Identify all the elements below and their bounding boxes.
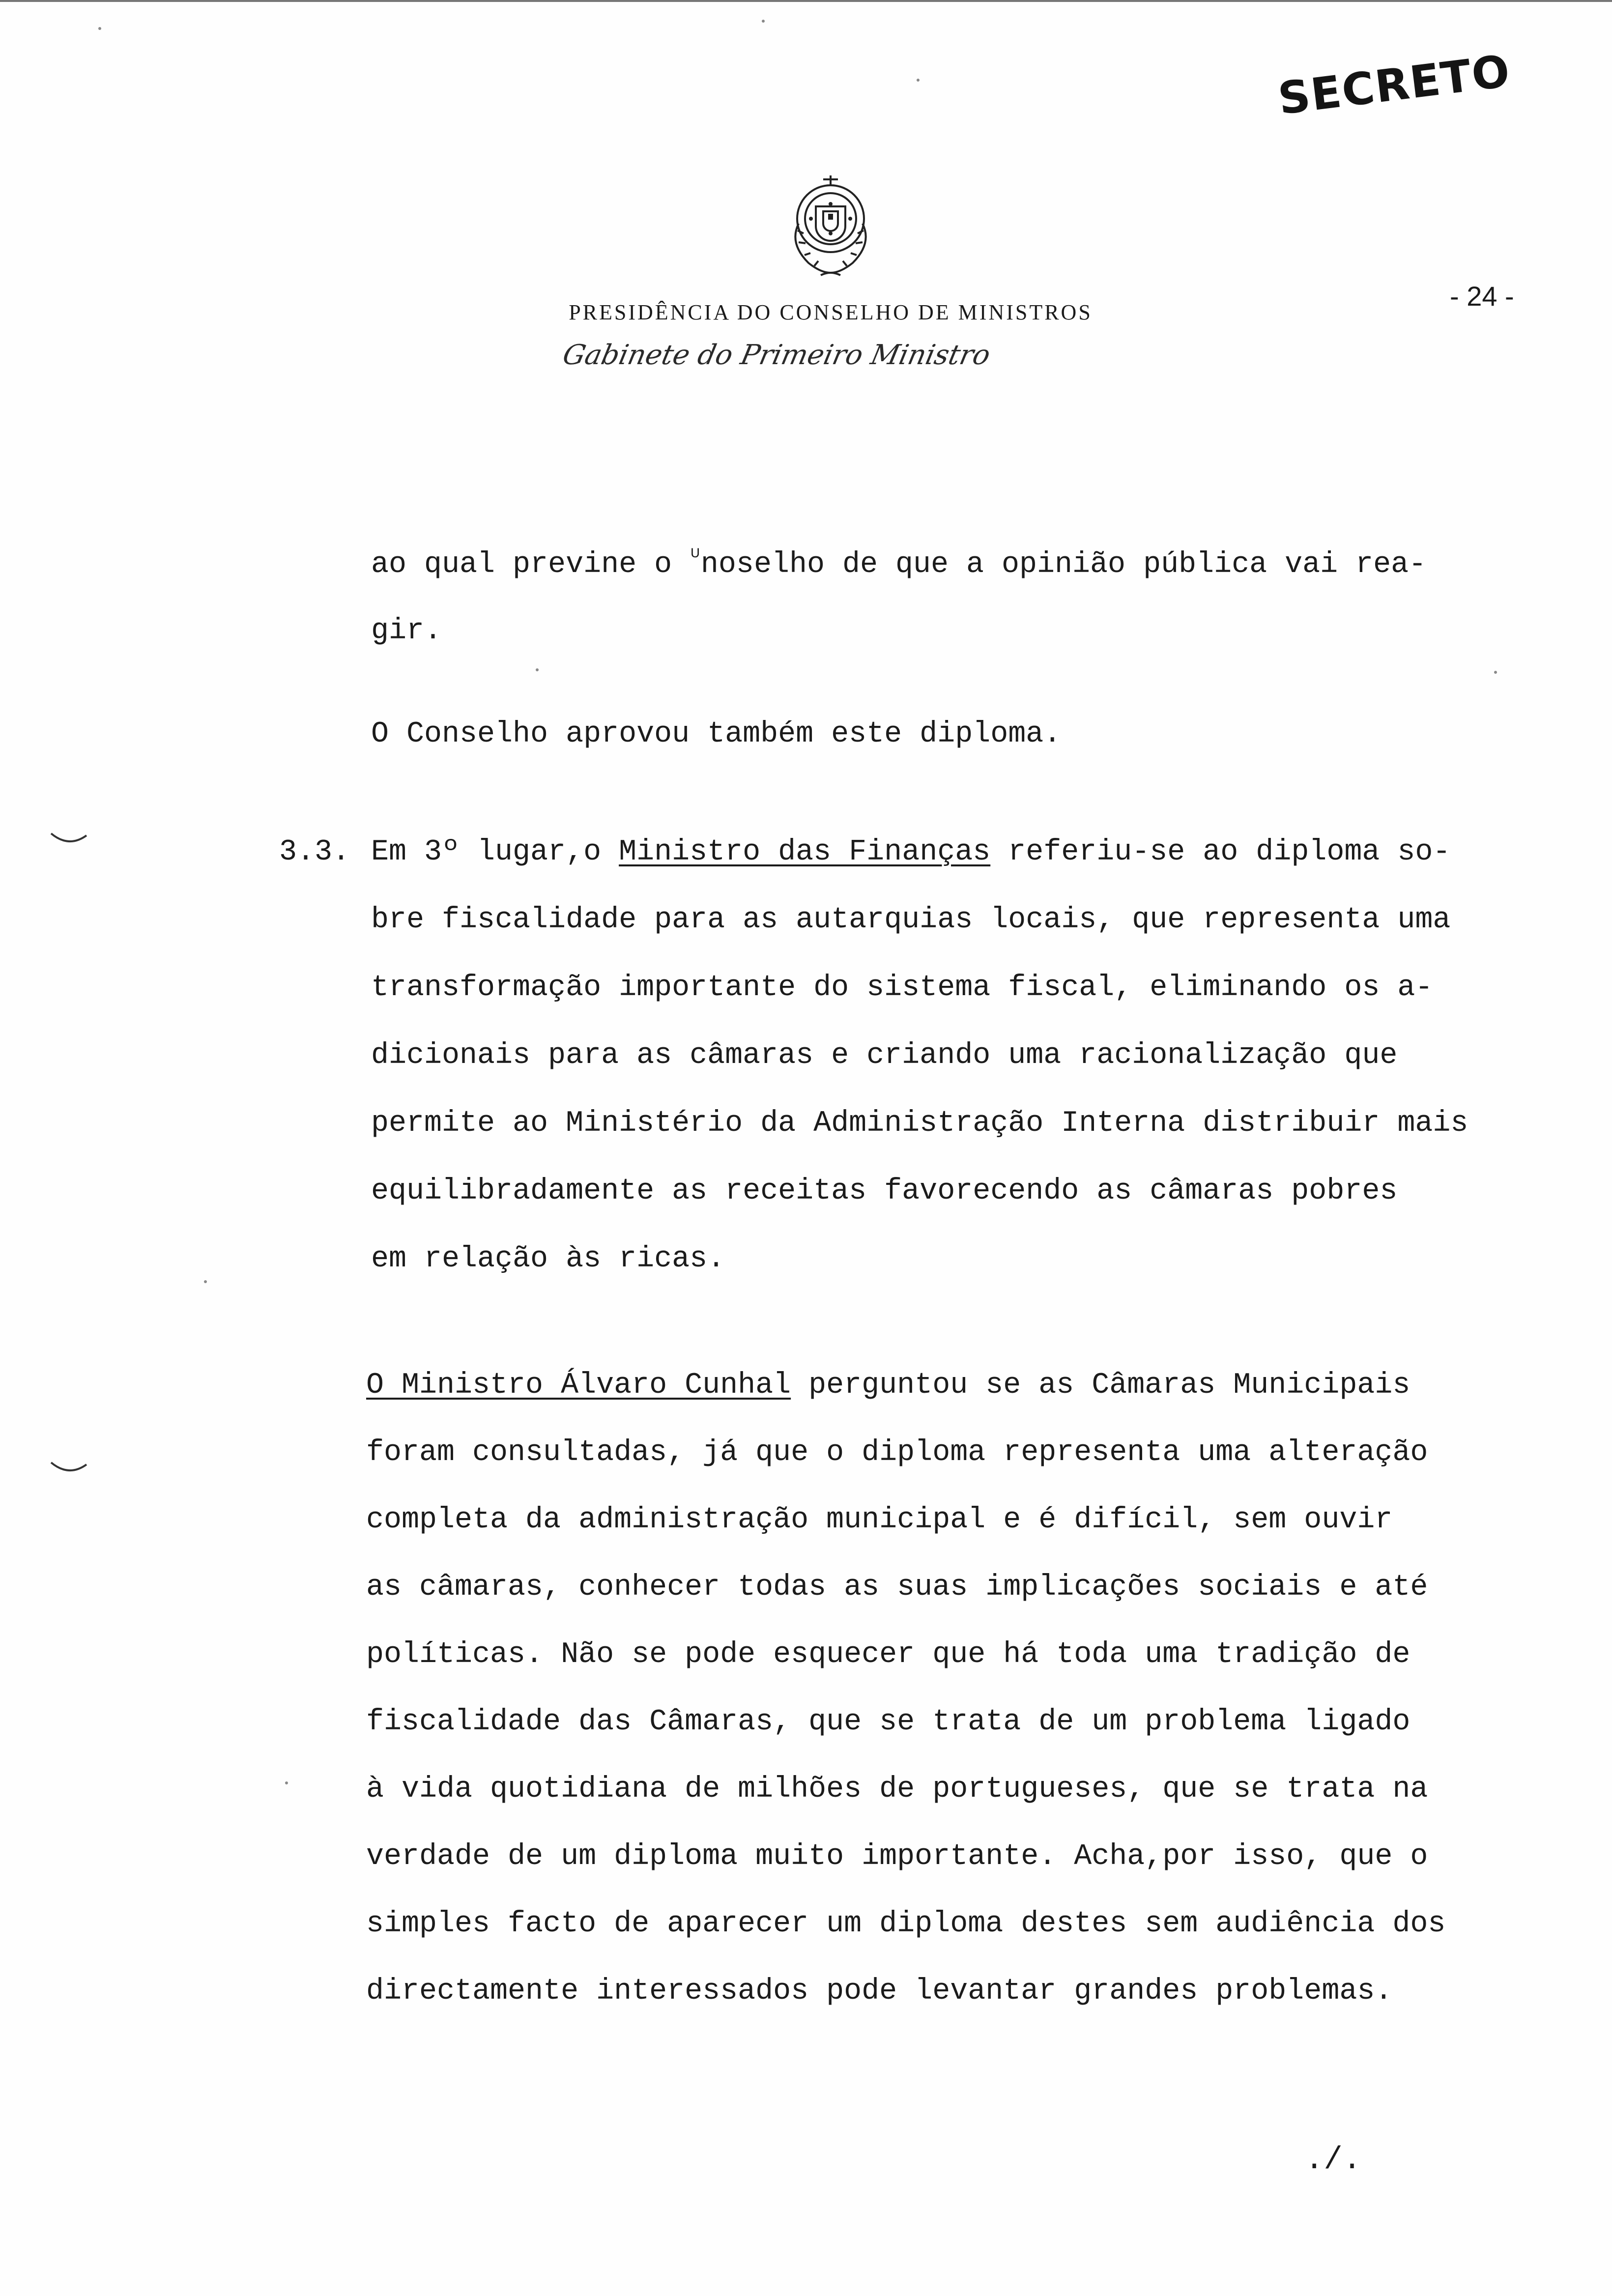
- binding-hole-mark-icon: [49, 831, 88, 850]
- text-line: [371, 546, 1426, 581]
- text-line: permite ao Ministério da Administração Interna distribuir mais: [371, 1107, 1468, 1140]
- text-segment: Em 3º lugar,o: [371, 835, 619, 869]
- text-segment: perguntou se as Câmaras Municipais: [791, 1369, 1410, 1402]
- scan-speck: [98, 27, 101, 30]
- text-line: políticas. Não se pode esquecer que há toda uma tradição de: [366, 1638, 1410, 1671]
- scan-speck: [1494, 671, 1497, 674]
- secret-stamp: SECRETO: [1275, 45, 1514, 125]
- binding-hole-mark-icon: [49, 1460, 88, 1479]
- text-line: à vida quotidiana de milhões de portugueses, que se trata na: [366, 1773, 1428, 1806]
- text-line: gir.: [371, 614, 442, 648]
- text-line: transformação importante do sistema fiscal, eliminando os a-: [371, 971, 1433, 1004]
- text-line: verdade de um diploma muito importante. Acha,por isso, que o: [366, 1840, 1428, 1873]
- speaker-name: Ministro das Finanças: [619, 835, 991, 869]
- scan-speck: [204, 1280, 207, 1283]
- text-line: foram consultadas, já que o diploma representa uma alteração: [366, 1436, 1428, 1469]
- text-line: as câmaras, conhecer todas as suas implicações sociais e até: [366, 1571, 1428, 1604]
- text-line: dicionais para as câmaras e criando uma racionalização que: [371, 1039, 1398, 1072]
- text-line: O Conselho aprovou também este diploma.: [371, 718, 1062, 751]
- item-number: 3.3.: [279, 835, 350, 869]
- text-line: fiscalidade das Câmaras, que se trata de um problema ligado: [366, 1705, 1410, 1739]
- speaker-name: O Ministro Álvaro Cunhal: [366, 1369, 791, 1402]
- text-segment: ao qual previne o: [371, 548, 690, 581]
- office-subheading: Gabinete do Primeiro Ministro: [560, 339, 993, 371]
- institution-heading: PRESIDÊNCIA DO CONSELHO DE MINISTROS: [569, 300, 1093, 324]
- portuguese-coat-of-arms-icon: [774, 165, 887, 287]
- text-line: equilibradamente as receitas favorecendo as câmaras pobres: [371, 1175, 1398, 1208]
- page-number: - 24 -: [1450, 281, 1514, 312]
- scan-speck: [762, 20, 765, 23]
- text-line: simples facto de aparecer um diploma destes sem audiência dos: [366, 1907, 1446, 1941]
- scan-speck: [917, 79, 920, 82]
- text-line: directamente interessados pode levantar grandes problemas.: [366, 1975, 1393, 2008]
- scan-speck: [536, 668, 539, 671]
- top-edge-line: [0, 0, 1612, 2]
- text-segment: referiu-se ao diploma so-: [990, 835, 1451, 869]
- text-line: bre fiscalidade para as autarquias locais, que representa uma: [371, 903, 1451, 937]
- text-line: [371, 835, 1450, 869]
- text-segment: noselho de que a opinião pública vai rea-: [700, 548, 1427, 581]
- typo-mark: ᵁ: [690, 546, 701, 568]
- continuation-mark: ./.: [1305, 2143, 1362, 2178]
- scan-speck: [285, 1781, 288, 1784]
- text-line: em relação às ricas.: [371, 1242, 725, 1276]
- text-line: [366, 1369, 1410, 1402]
- text-line: completa da administração municipal e é difícil, sem ouvir: [366, 1503, 1393, 1537]
